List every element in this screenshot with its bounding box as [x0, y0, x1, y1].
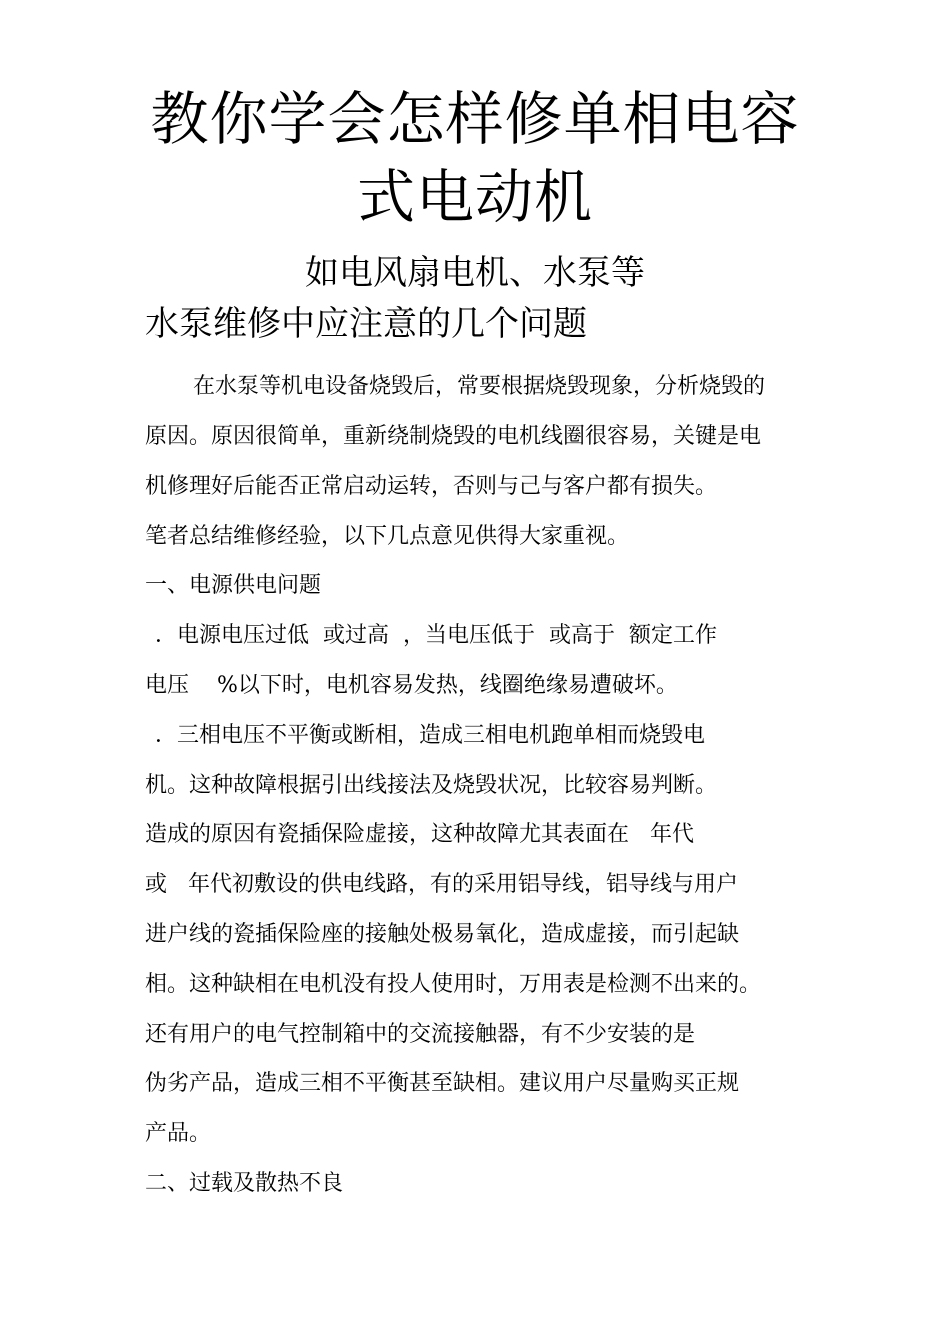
paragraph-line: 机修理好后能否正常启动运转，否则与己与客户都有损失。 — [145, 474, 718, 499]
paragraph-line: ．电源电压过低 或过高 ，当电压低于 或高于 额定工作 — [155, 623, 717, 648]
paragraph-line: 原因。原因很简单，重新绕制烧毁的电机线圈很容易，关键是电 — [145, 424, 762, 449]
section-title: 一、电源供电问题 — [145, 573, 322, 598]
paragraph-line: ．三相电压不平衡或断相，造成三相电机跑单相而烧毁电 — [155, 723, 706, 748]
paragraph-line: 在水泵等机电设备烧毁后，常要根据烧毁现象，分析烧毁的 — [193, 374, 766, 399]
paragraph-line: 进户线的瓷插保险座的接触处极易氧化，造成虚接，而引起缺 — [145, 922, 740, 947]
section-title: 二、过载及散热不良 — [145, 1171, 344, 1196]
paragraph-line: 电压 %以下时，电机容易发热，线圈绝缘易遭破坏。 — [145, 673, 678, 698]
paragraph-line: 相。这种缺相在电机没有投人使用时，万用表是检测不出来的。 — [145, 972, 762, 997]
document-title-line-1: 教你学会怎样修单相电容 — [150, 85, 800, 153]
section-heading: 水泵维修中应注意的几个问题 — [145, 304, 587, 344]
paragraph-line: 伪劣产品，造成三相不平衡甚至缺相。建议用户尽量购买正规 — [145, 1071, 740, 1096]
paragraph-line: 造成的原因有瓷插保险虚接，这种故障尤其表面在 年代 — [145, 822, 694, 847]
paragraph-line: 或 年代初敷设的供电线路，有的采用铝导线，铝导线与用户 — [145, 872, 738, 897]
paragraph-line: 机。这种故障根据引出线接法及烧毁状况，比较容易判断。 — [145, 773, 718, 798]
paragraph-line: 还有用户的电气控制箱中的交流接触器，有不少安装的是 — [145, 1022, 696, 1047]
document-title-line-2: 式电动机 — [356, 163, 593, 231]
paragraph-line: 产品。 — [145, 1121, 212, 1146]
document-subtitle: 如电风扇电机、水泵等 — [305, 253, 645, 293]
paragraph-line: 笔者总结维修经验，以下几点意见供得大家重视。 — [145, 524, 630, 549]
